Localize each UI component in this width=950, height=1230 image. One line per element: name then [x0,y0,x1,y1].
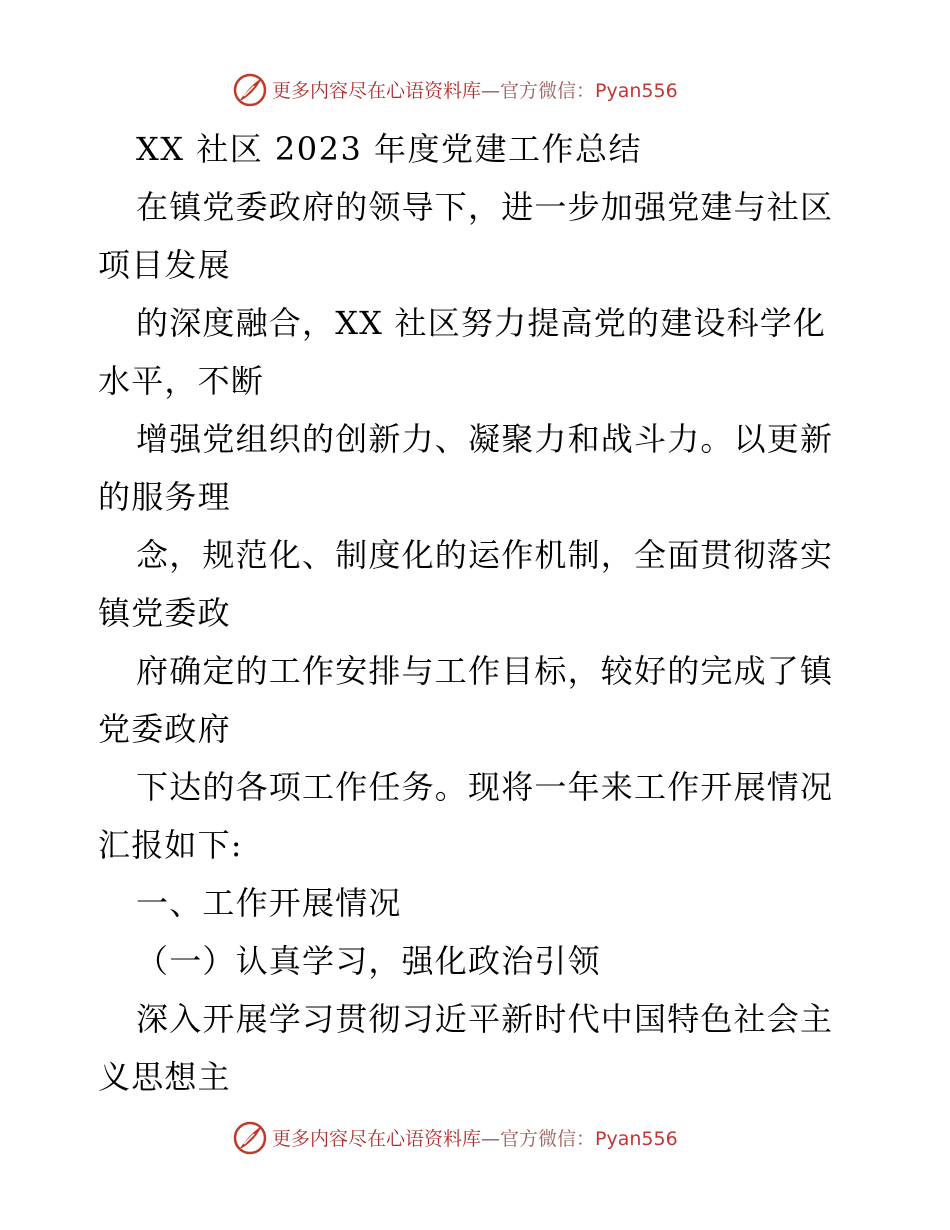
watermark-label: 官方微信： [500,1128,596,1150]
paragraph-line: 念，规范化、制度化的运作机制，全面贯彻落实 [136,536,834,574]
feather-logo-icon [232,1120,268,1156]
watermark-text [272,78,678,104]
feather-logo-icon [232,72,268,108]
paragraph-line: 义思想主 [98,1058,231,1096]
subsection-heading: （一）认真学习，强化政治引领 [136,942,601,980]
document-body [98,120,858,1106]
paragraph-line: 水平，不断 [98,362,265,400]
watermark-separator: — [481,1128,501,1150]
document-title: XX 社区 2023 年度党建工作总结 [136,130,643,168]
watermark-label: 官方微信： [500,80,596,102]
paragraph-line: 增强党组织的创新力、凝聚力和战斗力。以更新 [136,420,834,458]
paragraph-line: 项目发展 [98,246,231,284]
watermark-wechat-id: Pyan556 [595,80,678,102]
section-heading: 一、工作开展情况 [136,884,402,922]
header-watermark [0,72,950,112]
paragraph-line: 的深度融合，XX 社区努力提高党的建设科学化 [136,304,827,342]
watermark-text [272,1126,678,1152]
watermark-separator: — [481,80,501,102]
watermark-slogan: 更多内容尽在心语资料库 [272,1128,482,1150]
watermark-slogan: 更多内容尽在心语资料库 [272,80,482,102]
paragraph-line: 镇党委政 [98,594,231,632]
paragraph-line: 在镇党委政府的领导下，进一步加强党建与社区 [136,188,834,226]
paragraph-line: 下达的各项工作任务。现将一年来工作开展情况 [136,768,834,806]
paragraph-line: 深入开展学习贯彻习近平新时代中国特色社会主 [136,1000,834,1038]
footer-watermark [0,1120,950,1160]
paragraph-line: 汇报如下: [98,826,243,864]
paragraph-line: 党委政府 [98,710,231,748]
paragraph-line: 府确定的工作安排与工作目标，较好的完成了镇 [136,652,834,690]
paragraph-line: 的服务理 [98,478,231,516]
watermark-wechat-id: Pyan556 [595,1128,678,1150]
